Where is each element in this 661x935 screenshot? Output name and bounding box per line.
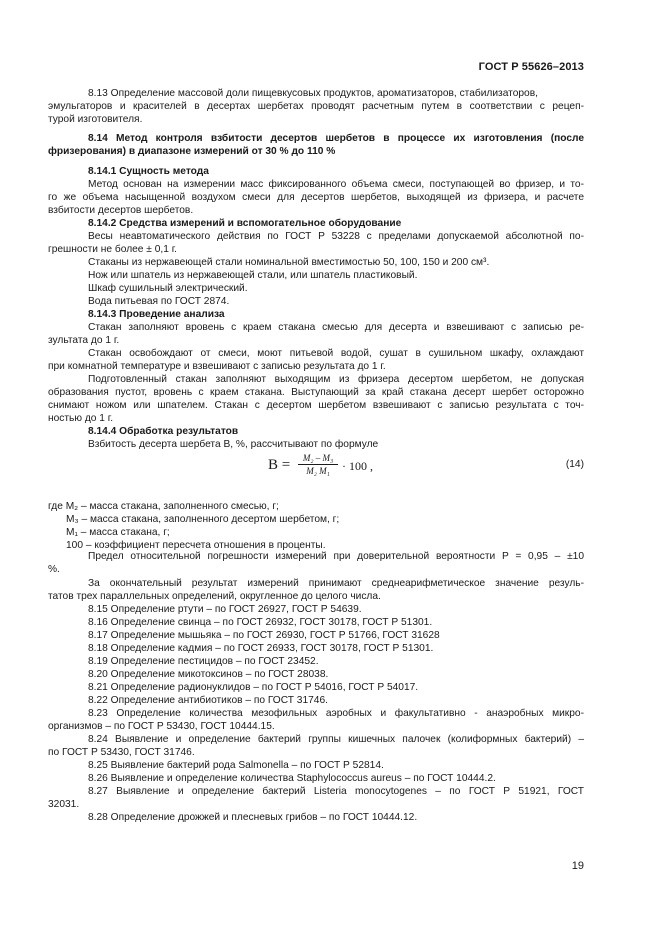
text-line: Стакан заполняют вровень с краем стакана смесью для десерта и взвешивают с записью ре- xyxy=(88,322,584,333)
text-line: Нож или шпатель из нержавеющей стали, или шпатель пластиковый. xyxy=(88,270,418,281)
subsection-heading: 8.14.1 Сущность метода xyxy=(88,166,209,177)
text-line: 32031. xyxy=(48,799,80,810)
text-line: Шкаф сушильный электрический. xyxy=(88,283,248,294)
text-line: Подготовленный стакан заполняют выходящим из фризера десертом шербетом, не допуская xyxy=(88,374,584,385)
formula-numerator: M₂ – M₃ xyxy=(298,453,338,465)
legend-line: M₁ – масса стакана, г; xyxy=(66,527,170,538)
text-line: снимают ножом или шпателем. Стакан с десертом шербетом взвешивают с записью результата с точ- xyxy=(48,400,584,411)
list-item: 8.26 Выявление и определение количества Staphylococcus aureus – по ГОСТ 10444.2. xyxy=(88,773,496,784)
list-item: 8.17 Определение мышьяка – по ГОСТ 26930, ГОСТ Р 51766, ГОСТ 31628 xyxy=(88,630,440,641)
list-item: 8.28 Определение дрожжей и плесневых грибов – по ГОСТ 10444.12. xyxy=(88,812,418,823)
list-item: 8.18 Определение кадмия – по ГОСТ 26933, ГОСТ 30178, ГОСТ Р 51301. xyxy=(88,643,434,654)
formula-denominator: M₂ M₁ xyxy=(306,466,330,476)
text-line: грешности не более ± 0,1 г. xyxy=(48,244,178,255)
list-item: 8.23 Определение количества мезофильных аэробных и факультативно - анаэробных микро- xyxy=(88,708,584,719)
text-line: по ГОСТ Р 53430, ГОСТ 31746. xyxy=(48,747,195,758)
text-line: 8.13 Определение массовой доли пищевкусовых продуктов, ароматизаторов, стабилизаторов, xyxy=(88,88,538,99)
text-line: го же объема насыщенной воздухом смеси для десертов шербетов, выходящей из фризера, и расчете xyxy=(48,192,584,203)
text-line: Предел относительной погрешности измерений при доверительной вероятности P = 0,95 – ±10 xyxy=(88,551,584,562)
list-item: 8.15 Определение ртути – по ГОСТ 26927, ГОСТ Р 54639. xyxy=(88,604,362,615)
list-item: 8.16 Определение свинца – по ГОСТ 26932, ГОСТ 30178, ГОСТ Р 51301. xyxy=(88,617,433,628)
subsection-heading: 8.14.4 Обработка результатов xyxy=(88,426,239,437)
text-line: Весы неавтоматического действия по ГОСТ Р 53228 с пределами допускаемой абсолютной по- xyxy=(88,231,584,242)
formula-lhs: B = xyxy=(268,457,291,473)
list-item: 8.27 Выявление и определение бактерий Listeria monocytogenes – по ГОСТ Р 51921, ГОСТ xyxy=(88,786,584,797)
formula-14 xyxy=(268,451,398,491)
text-line: Стакан освобождают от смеси, моют питьевой водой, сушат в сушильном шкафу, охлаждают xyxy=(88,348,584,359)
text-line: организмов – по ГОСТ Р 53430, ГОСТ 10444.15. xyxy=(48,721,275,732)
document-code-header: ГОСТ Р 55626–2013 xyxy=(478,61,584,73)
legend-line: M₃ – масса стакана, заполненного десертом шербетом, г; xyxy=(66,514,340,525)
text-line: образования пустот, вровень с краем стакана. Выступающий за край стакана десерт шербет осторожно xyxy=(48,387,584,398)
text-line: За окончательный результат измерений принимают среднеарифметическое значение резуль- xyxy=(88,578,584,589)
subsection-heading: 8.14.3 Проведение анализа xyxy=(88,309,225,320)
list-item: 8.25 Выявление бактерий рода Salmonella – по ГОСТ Р 52814. xyxy=(88,760,384,771)
text-line: турой изготовителя. xyxy=(48,114,143,125)
list-item: 8.21 Определение радионуклидов – по ГОСТ Р 54016, ГОСТ Р 54017. xyxy=(88,682,419,693)
text-line: татов трех параллельных определений, округленное до целого числа. xyxy=(48,591,381,602)
text-line: ностью до 1 г. xyxy=(48,413,114,424)
formula-fraction xyxy=(298,453,338,476)
page-number: 19 xyxy=(571,860,584,872)
list-item: 8.19 Определение пестицидов – по ГОСТ 23452. xyxy=(88,656,319,667)
text-line: взбитости десертов шербетов. xyxy=(48,205,194,216)
list-item: 8.24 Выявление и определение бактерий группы кишечных палочек (колиформных бактерий) – xyxy=(88,734,584,745)
section-heading: 8.14 Метод контроля взбитости десертов шербетов в процессе их изготовления (после xyxy=(88,133,584,144)
text-line: %. xyxy=(48,564,60,575)
text-line: при комнатной температуре и взвешивают с записью результата до 1 г. xyxy=(48,361,386,372)
legend-line: где M₂ – масса стакана, заполненного смесью, г; xyxy=(48,501,279,512)
subsection-heading: 8.14.2 Средства измерений и вспомогательное оборудование xyxy=(88,218,402,229)
text-line: Стаканы из нержавеющей стали номинальной вместимостью 50, 100, 150 и 200 см³. xyxy=(88,257,490,268)
text-line: Вода питьевая по ГОСТ 2874. xyxy=(88,296,230,307)
text-line: зультата до 1 г. xyxy=(48,335,120,346)
equation-number: (14) xyxy=(565,459,584,470)
list-item: 8.22 Определение антибиотиков – по ГОСТ 31746. xyxy=(88,695,328,706)
list-item: 8.20 Определение микотоксинов – по ГОСТ 28038. xyxy=(88,669,329,680)
legend-line: 100 – коэффициент пересчета отношения в проценты. xyxy=(66,540,326,551)
text-line: Метод основан на измерении масс фиксированного объема смеси, поступающей во фризер, и то- xyxy=(88,179,584,190)
formula-multiplier: · 100 , xyxy=(342,459,373,473)
text-line: эмульгаторов и красителей в десертах шербетах проводят расчетным путем в соответствии с рецеп- xyxy=(48,101,584,112)
section-heading: фризерования) в диапазоне измерений от 30 % до 110 % xyxy=(48,146,336,157)
text-line: Взбитость десерта шербета В, %, рассчитывают по формуле xyxy=(88,439,379,450)
